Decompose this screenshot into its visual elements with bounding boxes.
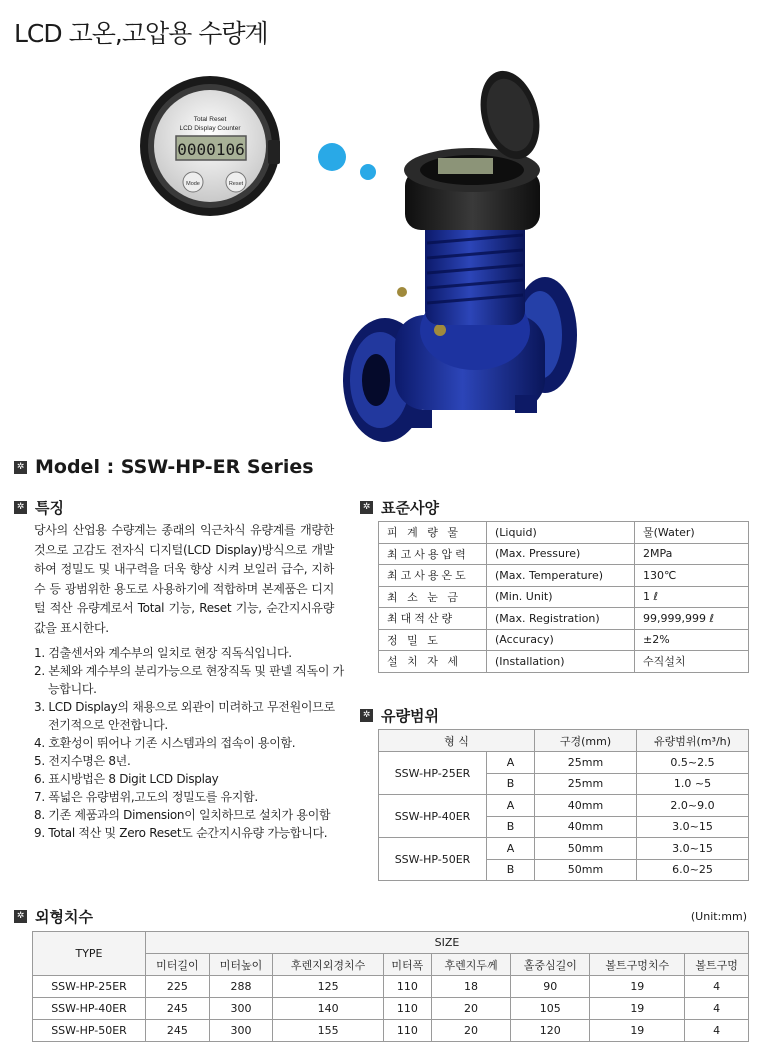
spec-value: ±2% [635, 629, 749, 651]
column-header: 구경(mm) [535, 730, 637, 752]
flow-table [378, 729, 749, 881]
dim-cell: 288 [209, 976, 273, 998]
table-row [33, 1020, 749, 1042]
table-row [379, 586, 749, 608]
column-header: 볼트구멍치수 [590, 954, 685, 976]
diameter-cell: 40mm [535, 816, 637, 838]
section-mark-icon: ✲ [360, 709, 373, 722]
dim-cell: 19 [590, 1020, 685, 1042]
feature-item: 5. 전지수명은 8년. [34, 754, 131, 768]
dim-cell: 110 [383, 976, 431, 998]
dim-cell: 110 [383, 1020, 431, 1042]
section-mark-icon: ✲ [14, 501, 27, 514]
spec-label-en: (Installation) [487, 651, 635, 673]
section-mark-icon: ✲ [360, 501, 373, 514]
table-row [379, 838, 749, 860]
lcd-digits: 0000106 [177, 140, 245, 159]
range-cell: 3.0~15 [637, 816, 749, 838]
dim-cell: 19 [590, 976, 685, 998]
dim-cell: 245 [146, 1020, 210, 1042]
feature-item: 6. 표시방법은 8 Digit LCD Display [34, 772, 219, 786]
dim-cell: 105 [511, 998, 590, 1020]
dim-cell: 20 [431, 998, 510, 1020]
features-intro: 당사의 산업용 수량계는 종래의 익근차식 유량계를 개량한 것으로 고감도 전자식 디지털(LCD Display)방식으로 개발하여 정밀도 및 내구력을 더욱 향상 시켜 보일러 급수, 지하수 등 광범위한 용도로 사용하기에 적합하며 본제품은 디지털 적산 유량계로서 Total 기능, Reset 기능, 순간지시유량값을 표시한다. [34, 523, 334, 635]
model-heading [14, 456, 314, 478]
dim-cell: 110 [383, 998, 431, 1020]
spec-value: 2MPa [635, 543, 749, 565]
column-header: TYPE [33, 932, 146, 976]
table-row [379, 795, 749, 817]
spec-table [378, 521, 749, 673]
spec-title: 표준사양 [381, 499, 439, 517]
type-cell: SSW-HP-25ER [33, 976, 146, 998]
spec-label-en: (Min. Unit) [487, 586, 635, 608]
column-header: 후렌지두께 [431, 954, 510, 976]
dim-cell: 120 [511, 1020, 590, 1042]
range-cell: 1.0 ~5 [637, 773, 749, 795]
feature-item: 4. 호환성이 뛰어나 기존 시스템과의 접속이 용이함. [34, 736, 296, 750]
range-cell: 3.0~15 [637, 838, 749, 860]
model-cell: SSW-HP-25ER [379, 752, 487, 795]
range-cell: 6.0~25 [637, 859, 749, 881]
model-cell: SSW-HP-50ER [379, 838, 487, 881]
flow-title: 유량범위 [381, 707, 439, 725]
type-cell: SSW-HP-40ER [33, 998, 146, 1020]
page-title: LCD 고온,고압용 수량계 [14, 19, 268, 48]
flow-heading [360, 705, 439, 726]
spec-value: 99,999,999 ℓ [635, 608, 749, 630]
type-cell: A [487, 752, 535, 774]
mode-button-label: Mode [186, 181, 200, 187]
spec-label-en: (Accuracy) [487, 629, 635, 651]
table-row [379, 752, 749, 774]
product-illustration [140, 60, 600, 450]
table-row [379, 543, 749, 565]
dimensions-heading [14, 906, 93, 927]
column-header: 홀중심길이 [511, 954, 590, 976]
dim-cell: 300 [209, 1020, 273, 1042]
column-header: SIZE [146, 932, 749, 954]
feature-item: 8. 기존 제품과의 Dimension이 일치하므로 설치가 용이함 [34, 808, 331, 822]
dim-cell: 300 [209, 998, 273, 1020]
table-row [379, 522, 749, 544]
range-cell: 2.0~9.0 [637, 795, 749, 817]
bubble-large [318, 143, 346, 171]
spec-value: 1 ℓ [635, 586, 749, 608]
section-mark-icon: ✲ [14, 910, 27, 923]
column-header: 형 식 [379, 730, 535, 752]
diameter-cell: 50mm [535, 859, 637, 881]
water-meter [343, 64, 577, 442]
dim-cell: 4 [685, 1020, 749, 1042]
type-cell: SSW-HP-50ER [33, 1020, 146, 1042]
dim-cell: 4 [685, 976, 749, 998]
diameter-cell: 50mm [535, 838, 637, 860]
spec-label-en: (Max. Pressure) [487, 543, 635, 565]
diameter-cell: 40mm [535, 795, 637, 817]
type-cell: B [487, 816, 535, 838]
spec-value: 물(Water) [635, 522, 749, 544]
dim-cell: 18 [431, 976, 510, 998]
counter-label-2: LCD Display Counter [179, 125, 241, 132]
type-cell: A [487, 838, 535, 860]
spec-label: 최고사용압력 [379, 543, 487, 565]
diameter-cell: 25mm [535, 752, 637, 774]
bubble-small [360, 164, 376, 180]
spec-label: 설 치 자 세 [379, 651, 487, 673]
column-header: 미터폭 [383, 954, 431, 976]
feature-item: 9. Total 적산 및 Zero Reset도 순간지시유량 가능합니다. [34, 826, 328, 840]
spec-label-en: (Max. Temperature) [487, 565, 635, 587]
spec-label-en: (Liquid) [487, 522, 635, 544]
spec-label: 피 계 량 물 [379, 522, 487, 544]
table-row [379, 629, 749, 651]
spec-label: 최 소 눈 금 [379, 586, 487, 608]
features-list [34, 644, 344, 842]
dim-cell: 155 [273, 1020, 383, 1042]
table-header-row [33, 932, 749, 954]
dim-cell: 245 [146, 998, 210, 1020]
model-cell: SSW-HP-40ER [379, 795, 487, 838]
spec-label-en: (Max. Registration) [487, 608, 635, 630]
spec-label: 최고사용온도 [379, 565, 487, 587]
column-header: 후렌지외경치수 [273, 954, 383, 976]
dim-cell: 19 [590, 998, 685, 1020]
dim-cell: 90 [511, 976, 590, 998]
dim-cell: 140 [273, 998, 383, 1020]
reset-button-label: Reset [228, 181, 244, 187]
range-cell: 0.5~2.5 [637, 752, 749, 774]
feature-item: 2. 본체와 계수부의 분리가능으로 현장직독 및 판넬 직독이 가능합니다. [34, 664, 344, 696]
dim-cell: 20 [431, 1020, 510, 1042]
type-cell: A [487, 795, 535, 817]
section-mark-icon: ✲ [14, 461, 27, 474]
counter-label-1: Total Reset [193, 116, 227, 123]
spec-value: 130℃ [635, 565, 749, 587]
column-header: 미터높이 [209, 954, 273, 976]
feature-item: 3. LCD Display의 채용으로 외관이 미려하고 무전원이므로 전기적으로 안전합니다. [34, 700, 335, 732]
type-cell: B [487, 773, 535, 795]
table-row [33, 998, 749, 1020]
spec-label: 최대적산량 [379, 608, 487, 630]
spec-label: 정 밀 도 [379, 629, 487, 651]
unit-label: (Unit:mm) [690, 910, 747, 923]
table-header-row [379, 730, 749, 752]
dimensions-table [32, 931, 749, 1042]
type-cell: B [487, 859, 535, 881]
dim-cell: 4 [685, 998, 749, 1020]
diameter-cell: 25mm [535, 773, 637, 795]
column-header: 미터길이 [146, 954, 210, 976]
model-title: Model : SSW-HP-ER Series [35, 456, 314, 478]
feature-item: 1. 검출센서와 계수부의 일치로 현장 직독식입니다. [34, 646, 292, 660]
spec-heading [360, 497, 439, 518]
counter-closeup [140, 76, 280, 216]
table-row [379, 608, 749, 630]
feature-item: 7. 폭넓은 유량범위,고도의 정밀도를 유지함. [34, 790, 258, 804]
table-row [379, 651, 749, 673]
table-row [33, 976, 749, 998]
dim-cell: 125 [273, 976, 383, 998]
features-heading [14, 497, 64, 518]
dimensions-title: 외형치수 [35, 908, 93, 926]
spec-value: 수직설치 [635, 651, 749, 673]
dim-cell: 225 [146, 976, 210, 998]
features-title: 특징 [35, 499, 64, 517]
column-header: 유량범위(m³/h) [637, 730, 749, 752]
table-row [379, 565, 749, 587]
column-header: 볼트구멍 [685, 954, 749, 976]
